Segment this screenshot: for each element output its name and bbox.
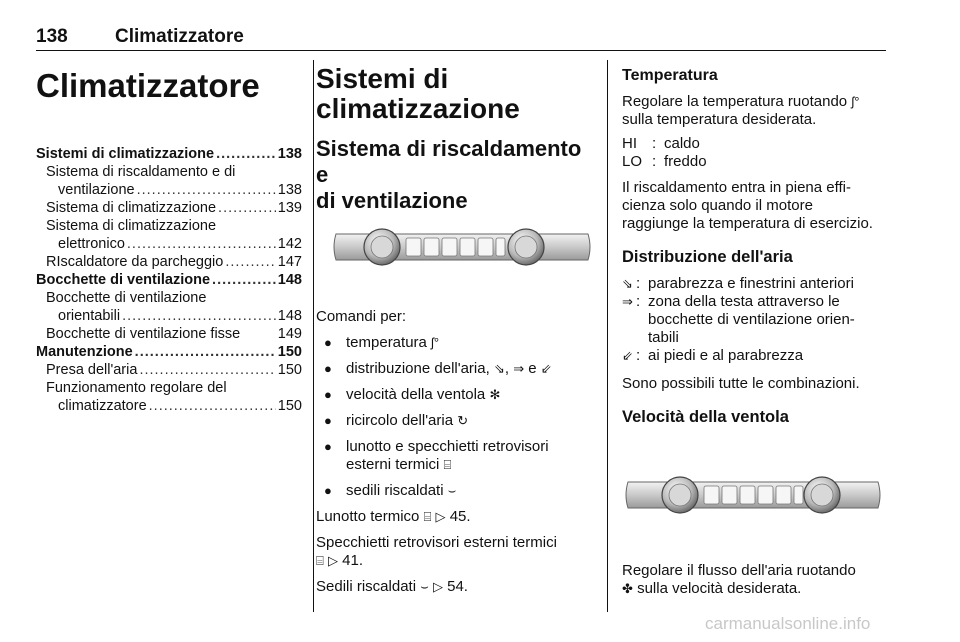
temperature-text: Regolare la temperatura ruotando ʃ° sulla temperatura desiderata. (622, 93, 860, 128)
toc-entry-cont[interactable]: ventilazione ..... 138 (36, 181, 302, 199)
list-item: HI : caldo (622, 135, 700, 152)
list-item: ⇙ : ai piedi e al parabrezza (622, 347, 804, 364)
page-number: 138 (36, 26, 68, 47)
list-item: ⇒ : zona della testa attraverso le bocchette di ventilazione orien- tabili (622, 293, 855, 346)
foot-airflow-icon: ⇙ (540, 361, 552, 376)
page-link[interactable]: 45. (449, 508, 471, 525)
cross-reference: Sedili riscaldati ⌣ ▷ 54. (316, 578, 468, 595)
page-header (36, 22, 886, 50)
cross-reference: Lunotto termico ⌸ ▷ 45. (316, 508, 471, 525)
systems-column (316, 58, 594, 595)
toc-entry[interactable]: Sistema di climatizzazione ..... 139 (36, 199, 302, 217)
subsection-title: Sistema di riscaldamento e di ventilazione (316, 136, 582, 213)
list-item: ⇘ : parabrezza e finestrini anteriori (622, 275, 854, 292)
head-airflow-icon: ⇒ (622, 294, 633, 309)
toc-entry[interactable]: Sistema di riscaldamento e di (46, 164, 236, 180)
cross-reference: Specchietti retrovisori esterni termici ⌸ ▷ 41. (316, 534, 557, 569)
list-item: ● distribuzione dell'aria, ⇘, ⇒ e ⇙ (324, 360, 552, 377)
page-link[interactable]: 41. (342, 552, 364, 569)
recirculation-icon: ↻ (457, 413, 469, 428)
header-title: Climatizzatore (115, 26, 244, 47)
toc-entry[interactable]: Sistema di climatizzazione (46, 218, 217, 234)
list-item: ● sedili riscaldati ⌣ (324, 482, 457, 499)
fan-icon: ✤ (622, 581, 633, 596)
heated-mirror-icon: ⌸ (316, 553, 324, 568)
toc-entry[interactable]: Funzionamento regolare del (46, 380, 227, 396)
list-item: ● lunotto e specchietti retrovisori esterni termici ⌸ (324, 438, 549, 473)
toc-entry[interactable]: Presa dell'aria ..... 150 (36, 361, 302, 379)
head-airflow-icon: ⇒ (513, 361, 525, 376)
toc-entry-cont[interactable]: orientabili ..... 148 (36, 307, 302, 325)
windscreen-airflow-icon: ⇘ (493, 361, 505, 376)
fan-speed-text: Regolare il flusso dell'aria ruotando ✤ sulla velocità desiderata. (622, 562, 856, 597)
controls-intro: Comandi per: (316, 308, 407, 325)
temperature-values (622, 135, 886, 171)
temperature-heading: Temperatura (622, 67, 718, 84)
toc-entry[interactable]: Sistemi di climatizzazione ..... 138 (36, 145, 302, 163)
table-of-contents (36, 145, 302, 415)
toc-entry[interactable]: Bocchette di ventilazione ..... 148 (36, 271, 302, 289)
toc-entry[interactable]: RIscaldatore da parcheggio ..... 147 (36, 253, 302, 271)
column-divider-2 (607, 60, 608, 612)
toc-entry[interactable]: Bocchette di ventilazione fisse 149 (46, 326, 302, 342)
page-ref-arrow-icon: ▷ (327, 553, 338, 568)
control-panel-image (330, 220, 594, 274)
combination-note: Sono possibili tutte le combinazioni. (622, 375, 860, 392)
page-link[interactable]: 54. (447, 578, 468, 595)
fan-icon: ✻ (489, 387, 501, 402)
details-column (622, 58, 886, 597)
page-ref-arrow-icon: ▷ (432, 579, 443, 594)
controls-list (316, 308, 594, 596)
chapter-title: Climatizzatore (36, 67, 260, 104)
header-rule (36, 50, 886, 51)
toc-entry-cont[interactable]: climatizzatore ..... 150 (36, 397, 302, 415)
distribution-heading: Distribuzione dell'aria (622, 248, 793, 266)
list-item: ● velocità della ventola ✻ (324, 386, 501, 403)
foot-airflow-icon: ⇙ (622, 348, 633, 363)
section-title: Sistemi di climatizzazione (316, 63, 520, 124)
toc-entry[interactable]: Bocchette di ventilazione (46, 290, 207, 306)
watermark: carmanualsonline.info (705, 614, 871, 633)
windscreen-airflow-icon: ⇘ (622, 276, 633, 291)
temperature-icon: ʃ° (431, 335, 440, 350)
heated-rear-window-icon: ⌸ (443, 457, 452, 472)
heated-rear-window-icon: ⌸ (423, 509, 432, 524)
control-panel-image (622, 468, 884, 522)
list-item: ● temperatura ʃ° (324, 334, 440, 351)
heated-seat-icon: ⌣ (447, 483, 457, 498)
fan-speed-heading: Velocità della ventola (622, 408, 789, 426)
toc-entry-cont[interactable]: elettronico ..... 142 (36, 235, 302, 253)
list-item: LO : freddo (622, 153, 707, 170)
heating-note: Il riscaldamento entra in piena effi- cienza solo quando il motore raggiunge la temperatura di esercizio. (622, 179, 873, 232)
heated-seat-icon: ⌣ (420, 579, 429, 594)
page-ref-arrow-icon: ▷ (435, 509, 446, 524)
toc-column (36, 58, 302, 415)
distribution-list (622, 275, 886, 365)
toc-entry[interactable]: Manutenzione ..... 150 (36, 343, 302, 361)
list-item: ● ricircolo dell'aria ↻ (324, 412, 469, 429)
column-divider-1 (313, 60, 314, 612)
temperature-icon: ʃ° (851, 94, 860, 109)
